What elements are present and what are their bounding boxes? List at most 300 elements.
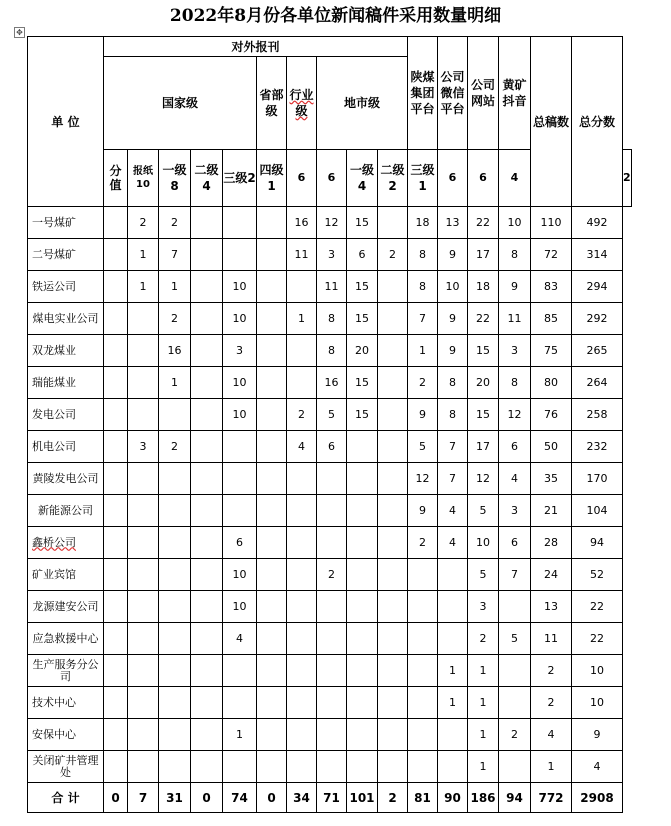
data-cell <box>287 559 317 591</box>
data-cell: 258 <box>572 399 623 431</box>
data-cell: 1 <box>468 719 499 751</box>
data-cell: 20 <box>347 335 378 367</box>
data-cell <box>257 495 287 527</box>
data-cell <box>287 335 317 367</box>
data-cell: 1 <box>408 335 438 367</box>
data-cell: 3 <box>499 495 531 527</box>
external-publication-header: 对外报刊 <box>104 37 408 57</box>
total-cell: 34 <box>287 783 317 813</box>
data-cell <box>104 367 128 399</box>
data-cell <box>257 367 287 399</box>
data-cell <box>128 367 159 399</box>
data-cell: 8 <box>317 335 347 367</box>
data-cell <box>191 335 223 367</box>
unit-name: 技术中心 <box>28 687 104 719</box>
data-cell <box>347 495 378 527</box>
data-cell <box>317 751 347 783</box>
data-cell <box>104 527 128 559</box>
data-cell <box>191 367 223 399</box>
table-row <box>28 719 632 751</box>
data-cell: 2 <box>408 367 438 399</box>
data-cell <box>128 495 159 527</box>
data-cell <box>191 431 223 463</box>
data-cell <box>128 559 159 591</box>
data-cell: 104 <box>572 495 623 527</box>
data-cell <box>159 655 191 687</box>
data-cell <box>191 271 223 303</box>
data-cell <box>317 655 347 687</box>
data-cell: 50 <box>531 431 572 463</box>
data-cell: 2 <box>128 207 159 239</box>
score-cell: 一级4 <box>347 150 378 207</box>
data-cell: 13 <box>438 207 468 239</box>
data-cell <box>257 399 287 431</box>
data-cell: 9 <box>408 495 438 527</box>
data-cell <box>223 751 257 783</box>
data-cell: 5 <box>468 495 499 527</box>
total-cell: 71 <box>317 783 347 813</box>
data-cell: 4 <box>287 431 317 463</box>
data-cell: 7 <box>159 239 191 271</box>
data-cell <box>317 495 347 527</box>
unit-name: 应急救援中心 <box>28 623 104 655</box>
data-cell: 8 <box>438 399 468 431</box>
douyin-header: 黄矿抖音 <box>499 37 531 150</box>
data-cell <box>317 463 347 495</box>
data-cell <box>257 335 287 367</box>
total-cell: 81 <box>408 783 438 813</box>
data-cell <box>287 751 317 783</box>
data-cell <box>408 559 438 591</box>
unit-name: 双龙煤业 <box>28 335 104 367</box>
data-cell: 5 <box>317 399 347 431</box>
data-cell <box>378 399 408 431</box>
score-label: 分值 <box>104 150 128 207</box>
data-cell: 3 <box>499 335 531 367</box>
data-cell: 9 <box>438 239 468 271</box>
total-cell: 94 <box>499 783 531 813</box>
data-cell <box>159 495 191 527</box>
total-cell: 74 <box>223 783 257 813</box>
data-cell <box>287 527 317 559</box>
data-cell: 1 <box>287 303 317 335</box>
data-cell <box>287 719 317 751</box>
data-cell <box>257 655 287 687</box>
data-cell: 9 <box>572 719 623 751</box>
table-row <box>28 591 632 623</box>
unit-name: 生产服务分公司 <box>28 655 104 687</box>
data-cell: 7 <box>408 303 438 335</box>
data-cell <box>104 687 128 719</box>
data-cell <box>317 719 347 751</box>
score-cell: 报纸10 <box>128 150 159 207</box>
data-cell <box>257 687 287 719</box>
data-cell <box>128 751 159 783</box>
data-cell <box>378 207 408 239</box>
data-cell: 11 <box>499 303 531 335</box>
score-cell: 三级2 <box>223 150 257 207</box>
unit-name: 瑞能煤业 <box>28 367 104 399</box>
data-cell <box>257 591 287 623</box>
data-cell <box>438 591 468 623</box>
data-cell: 1 <box>223 719 257 751</box>
data-cell <box>257 303 287 335</box>
score-cell: 6 <box>468 150 499 207</box>
data-cell <box>191 751 223 783</box>
data-cell <box>347 719 378 751</box>
data-cell: 9 <box>438 303 468 335</box>
data-cell <box>499 751 531 783</box>
unit-name: 新能源公司 <box>28 495 104 527</box>
data-cell <box>347 623 378 655</box>
data-cell <box>499 687 531 719</box>
data-cell: 292 <box>572 303 623 335</box>
data-cell <box>287 271 317 303</box>
data-cell: 80 <box>531 367 572 399</box>
score-cell: 6 <box>438 150 468 207</box>
data-cell <box>378 335 408 367</box>
data-cell: 1 <box>468 687 499 719</box>
data-cell: 1 <box>128 239 159 271</box>
data-cell: 8 <box>408 271 438 303</box>
data-cell: 232 <box>572 431 623 463</box>
total-cell: 0 <box>257 783 287 813</box>
data-cell: 16 <box>159 335 191 367</box>
score-cell: 二级4 <box>191 150 223 207</box>
data-cell <box>438 623 468 655</box>
data-cell <box>257 207 287 239</box>
data-cell: 15 <box>468 399 499 431</box>
data-cell: 10 <box>572 655 623 687</box>
data-cell <box>287 495 317 527</box>
data-cell: 2 <box>408 527 438 559</box>
data-cell: 72 <box>531 239 572 271</box>
data-cell: 11 <box>317 271 347 303</box>
data-cell <box>191 623 223 655</box>
data-cell: 17 <box>468 239 499 271</box>
data-cell: 1 <box>128 271 159 303</box>
data-cell <box>223 655 257 687</box>
data-cell <box>104 431 128 463</box>
data-cell <box>191 719 223 751</box>
data-cell <box>128 463 159 495</box>
unit-name: 煤电实业公司 <box>28 303 104 335</box>
data-cell <box>347 559 378 591</box>
data-cell: 170 <box>572 463 623 495</box>
data-cell <box>499 655 531 687</box>
unit-name: 机电公司 <box>28 431 104 463</box>
data-cell: 2 <box>378 239 408 271</box>
data-cell: 4 <box>499 463 531 495</box>
total-label: 合 计 <box>28 783 104 813</box>
data-cell <box>499 591 531 623</box>
data-cell <box>128 399 159 431</box>
data-cell: 21 <box>531 495 572 527</box>
unit-name-text: 鑫桥公司 <box>32 535 76 549</box>
data-cell <box>257 623 287 655</box>
data-cell <box>128 719 159 751</box>
data-cell <box>257 527 287 559</box>
data-cell <box>159 687 191 719</box>
table-move-handle-icon[interactable]: ✥ <box>14 27 25 38</box>
data-cell <box>347 687 378 719</box>
data-cell <box>223 687 257 719</box>
data-cell: 8 <box>438 367 468 399</box>
data-cell <box>159 719 191 751</box>
data-cell: 10 <box>223 367 257 399</box>
total-cell: 772 <box>531 783 572 813</box>
data-cell: 4 <box>438 527 468 559</box>
unit-name: 一号煤矿 <box>28 207 104 239</box>
data-cell: 15 <box>347 399 378 431</box>
data-cell <box>104 207 128 239</box>
data-cell <box>257 239 287 271</box>
data-cell <box>257 751 287 783</box>
unit-name: 铁运公司 <box>28 271 104 303</box>
data-cell: 22 <box>572 623 623 655</box>
data-cell: 8 <box>499 367 531 399</box>
data-cell: 5 <box>499 623 531 655</box>
data-cell: 10 <box>572 687 623 719</box>
total-articles-header: 总稿数 <box>531 37 572 207</box>
data-cell: 24 <box>531 559 572 591</box>
data-cell <box>159 463 191 495</box>
data-cell: 13 <box>531 591 572 623</box>
data-cell <box>159 559 191 591</box>
data-cell: 110 <box>531 207 572 239</box>
data-cell <box>378 559 408 591</box>
data-cell <box>159 623 191 655</box>
table-row <box>28 495 632 527</box>
data-cell: 1 <box>438 687 468 719</box>
score-cell: 6 <box>287 150 317 207</box>
table-row <box>28 655 632 687</box>
data-cell: 11 <box>531 623 572 655</box>
total-row <box>28 783 632 813</box>
data-cell: 2 <box>159 303 191 335</box>
data-cell <box>347 431 378 463</box>
data-cell: 10 <box>223 559 257 591</box>
data-cell: 18 <box>408 207 438 239</box>
total-cell: 186 <box>468 783 499 813</box>
data-cell <box>378 431 408 463</box>
table-row <box>28 623 632 655</box>
data-cell <box>191 303 223 335</box>
table-row <box>28 335 632 367</box>
unit-name: 发电公司 <box>28 399 104 431</box>
table-row <box>28 271 632 303</box>
data-cell: 9 <box>499 271 531 303</box>
data-cell: 94 <box>572 527 623 559</box>
data-cell <box>128 527 159 559</box>
data-cell <box>287 463 317 495</box>
data-cell: 1 <box>531 751 572 783</box>
data-cell <box>408 623 438 655</box>
industry-level-header: 行业级 <box>287 57 317 150</box>
data-cell: 4 <box>531 719 572 751</box>
data-cell <box>104 271 128 303</box>
data-cell: 314 <box>572 239 623 271</box>
data-cell: 2 <box>468 623 499 655</box>
score-cell: 三级1 <box>408 150 438 207</box>
data-cell: 10 <box>438 271 468 303</box>
data-cell <box>159 751 191 783</box>
data-cell <box>104 303 128 335</box>
data-cell: 76 <box>531 399 572 431</box>
data-cell <box>347 655 378 687</box>
data-cell <box>159 399 191 431</box>
national-level-header: 国家级 <box>104 57 257 150</box>
data-cell <box>378 271 408 303</box>
data-cell: 16 <box>287 207 317 239</box>
data-cell <box>104 623 128 655</box>
score-cell: 4 <box>499 150 531 207</box>
data-cell <box>128 623 159 655</box>
data-cell <box>378 495 408 527</box>
data-cell <box>104 399 128 431</box>
total-cell: 0 <box>104 783 128 813</box>
data-cell <box>223 495 257 527</box>
data-cell: 85 <box>531 303 572 335</box>
data-cell <box>378 591 408 623</box>
data-cell <box>317 591 347 623</box>
data-cell <box>378 687 408 719</box>
data-cell <box>159 591 191 623</box>
table-row <box>28 303 632 335</box>
data-cell: 8 <box>317 303 347 335</box>
table-row <box>28 751 632 783</box>
data-cell: 10 <box>223 271 257 303</box>
data-cell <box>104 751 128 783</box>
data-cell: 2 <box>499 719 531 751</box>
data-cell: 83 <box>531 271 572 303</box>
data-cell: 6 <box>317 431 347 463</box>
data-cell: 7 <box>499 559 531 591</box>
unit-name: 关闭矿井管理处 <box>28 751 104 783</box>
data-cell: 15 <box>347 207 378 239</box>
total-score-header: 总分数 <box>572 37 623 207</box>
total-cell: 90 <box>438 783 468 813</box>
data-cell <box>438 559 468 591</box>
data-cell <box>257 463 287 495</box>
data-cell: 12 <box>408 463 438 495</box>
total-cell: 101 <box>347 783 378 813</box>
data-cell <box>347 463 378 495</box>
data-cell: 10 <box>499 207 531 239</box>
municipal-level-header: 地市级 <box>317 57 408 150</box>
data-cell <box>128 591 159 623</box>
data-cell: 11 <box>287 239 317 271</box>
data-cell: 10 <box>223 303 257 335</box>
data-cell: 2 <box>531 687 572 719</box>
unit-name: 黄陵发电公司 <box>28 463 104 495</box>
data-cell <box>128 335 159 367</box>
data-cell: 3 <box>128 431 159 463</box>
table-row <box>28 463 632 495</box>
data-cell: 22 <box>572 591 623 623</box>
data-cell <box>347 751 378 783</box>
data-cell: 2 <box>531 655 572 687</box>
data-cell <box>104 559 128 591</box>
data-cell <box>104 719 128 751</box>
data-cell: 3 <box>468 591 499 623</box>
data-cell: 12 <box>499 399 531 431</box>
shaanmei-platform-header: 陕煤集团平台 <box>408 37 438 150</box>
total-cell: 7 <box>128 783 159 813</box>
data-cell <box>408 719 438 751</box>
data-cell: 4 <box>438 495 468 527</box>
data-cell <box>317 527 347 559</box>
data-cell: 15 <box>347 271 378 303</box>
data-cell <box>378 527 408 559</box>
data-cell <box>378 623 408 655</box>
data-cell: 52 <box>572 559 623 591</box>
data-cell: 1 <box>438 655 468 687</box>
unit-name: 二号煤矿 <box>28 239 104 271</box>
data-cell <box>347 527 378 559</box>
data-cell <box>191 687 223 719</box>
score-cell: 6 <box>317 150 347 207</box>
data-cell: 15 <box>468 335 499 367</box>
data-cell <box>191 207 223 239</box>
data-cell <box>378 367 408 399</box>
data-cell <box>378 463 408 495</box>
data-cell <box>191 399 223 431</box>
data-cell: 264 <box>572 367 623 399</box>
data-cell <box>317 687 347 719</box>
data-cell: 4 <box>572 751 623 783</box>
data-cell: 1 <box>468 751 499 783</box>
data-cell: 2 <box>317 559 347 591</box>
score-cell: 2 <box>623 150 632 207</box>
data-cell <box>128 655 159 687</box>
data-cell: 28 <box>531 527 572 559</box>
data-cell: 75 <box>531 335 572 367</box>
data-cell <box>347 591 378 623</box>
data-cell <box>191 591 223 623</box>
data-cell <box>223 239 257 271</box>
data-cell <box>378 719 408 751</box>
data-cell: 3 <box>317 239 347 271</box>
data-cell: 4 <box>223 623 257 655</box>
data-cell <box>257 431 287 463</box>
data-cell: 6 <box>347 239 378 271</box>
data-cell <box>128 687 159 719</box>
data-cell: 294 <box>572 271 623 303</box>
data-cell <box>191 495 223 527</box>
provincial-level-header: 省部级 <box>257 57 287 150</box>
company-website-header: 公司网站 <box>468 37 499 150</box>
total-cell: 31 <box>159 783 191 813</box>
table-row <box>28 399 632 431</box>
total-cell: 0 <box>191 783 223 813</box>
data-cell: 8 <box>408 239 438 271</box>
data-cell <box>287 655 317 687</box>
data-cell: 6 <box>499 431 531 463</box>
table-row <box>28 207 632 239</box>
data-cell: 1 <box>159 271 191 303</box>
data-cell: 18 <box>468 271 499 303</box>
data-cell: 5 <box>408 431 438 463</box>
data-cell <box>257 271 287 303</box>
data-cell <box>159 527 191 559</box>
score-cell: 四级1 <box>257 150 287 207</box>
data-cell: 22 <box>468 303 499 335</box>
data-cell: 10 <box>223 591 257 623</box>
data-cell <box>191 527 223 559</box>
data-cell: 5 <box>468 559 499 591</box>
data-cell <box>257 719 287 751</box>
